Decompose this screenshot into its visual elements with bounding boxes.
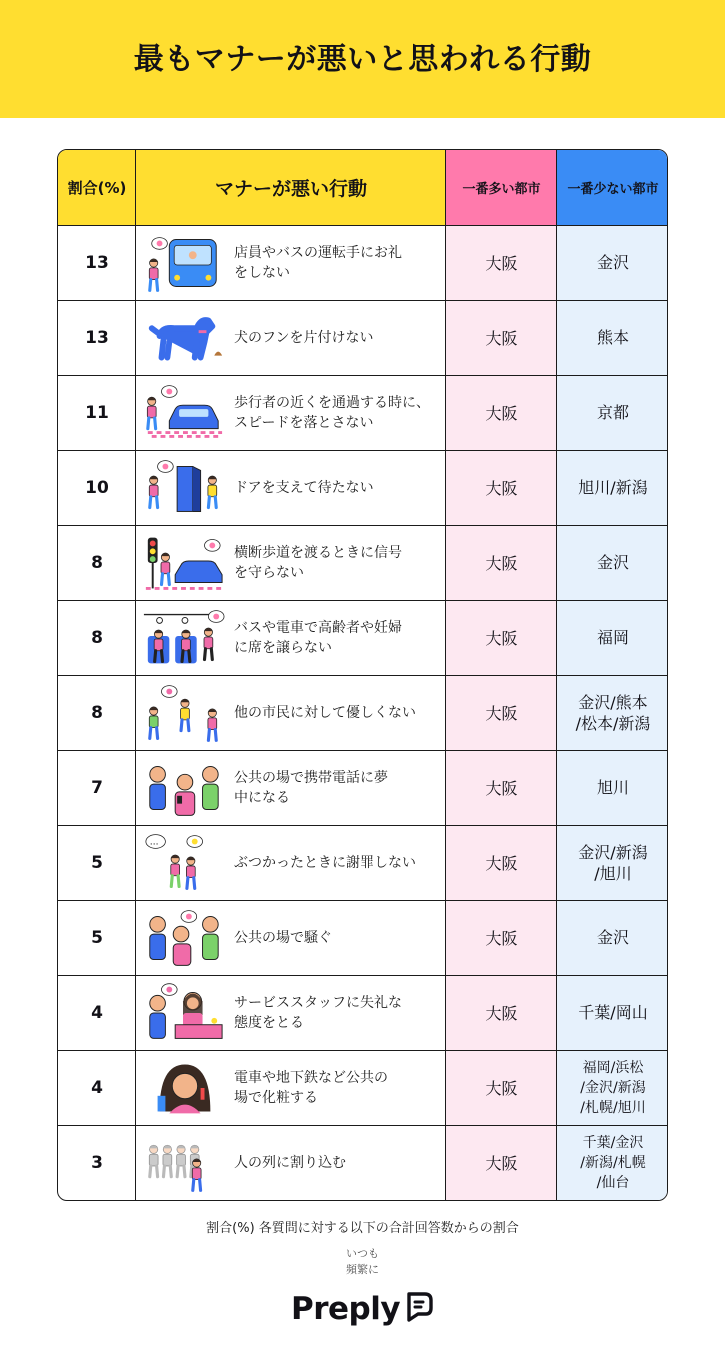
speeding-car-icon xyxy=(140,375,226,450)
table-row xyxy=(58,450,668,525)
behavior-cell: 公共の場で携帯電話に夢 中になる xyxy=(234,769,388,806)
table-row xyxy=(58,750,668,825)
behavior-cell: 歩行者の近くを通過する時に、 スピードを落とさない xyxy=(234,394,430,431)
behavior-cell: 横断歩道を渡るときに信号 を守らない xyxy=(234,544,402,581)
row-divider xyxy=(58,900,667,901)
most-city-cell: 大阪 xyxy=(485,629,518,648)
bus-driver-icon xyxy=(140,225,226,300)
svg-text:…: … xyxy=(149,836,159,847)
traffic-light-icon xyxy=(140,525,226,600)
behavior-cell: バスや電車で高齢者や妊婦 に席を譲らない xyxy=(234,619,402,656)
row-divider xyxy=(58,225,667,226)
table-row xyxy=(58,525,668,600)
behavior-cell: ドアを支えて待たない xyxy=(234,479,374,496)
row-divider xyxy=(58,750,667,751)
most-city-cell: 大阪 xyxy=(485,1154,518,1173)
rate-cell: 3 xyxy=(91,1152,103,1173)
most-city-cell: 大阪 xyxy=(485,779,518,798)
header-most-city: 一番多い都市 xyxy=(446,150,557,225)
phone-user-icon xyxy=(140,750,226,825)
rate-cell: 5 xyxy=(91,927,103,948)
table-row xyxy=(58,600,668,675)
table-row xyxy=(58,900,668,975)
rate-cell: 13 xyxy=(85,327,109,348)
least-city-cell: 福岡 xyxy=(596,628,629,647)
rate-cell: 4 xyxy=(91,1077,103,1098)
behavior-cell: 店員やバスの運転手にお礼 をしない xyxy=(234,244,402,281)
preply-logo-icon xyxy=(404,1290,434,1328)
footnote-item: 頻繁に xyxy=(346,1263,379,1276)
brand-logo xyxy=(0,1290,725,1328)
least-city-cell: 千葉/岡山 xyxy=(578,1003,648,1022)
least-city-cell: 千葉/金沢 /新潟/札幌 /仙台 xyxy=(580,1134,646,1191)
page-title: 最もマナーが悪いと思われる行動 xyxy=(133,42,592,77)
most-city-cell: 大阪 xyxy=(485,479,518,498)
most-city-cell: 大阪 xyxy=(485,554,518,573)
door-icon xyxy=(140,450,226,525)
row-divider xyxy=(58,675,667,676)
behavior-cell: 犬のフンを片付けない xyxy=(234,329,374,346)
footnote-item: いつも xyxy=(346,1247,379,1260)
header-least-city: 一番少ない都市 xyxy=(557,150,668,225)
noisy-people-icon xyxy=(140,900,226,975)
rate-cell: 8 xyxy=(91,552,103,573)
table-row xyxy=(58,675,668,750)
row-divider xyxy=(58,1125,667,1126)
makeup-icon xyxy=(140,1050,226,1125)
row-divider xyxy=(58,1050,667,1051)
header-banner xyxy=(0,0,725,118)
table-row xyxy=(58,975,668,1050)
rude-customer-icon xyxy=(140,975,226,1050)
queue-cut-icon xyxy=(140,1125,226,1200)
least-city-cell: 熊本 xyxy=(596,328,629,347)
behavior-cell: 他の市民に対して優しくない xyxy=(234,704,416,721)
most-city-cell: 大阪 xyxy=(485,929,518,948)
most-city-cell: 大阪 xyxy=(485,254,518,273)
most-city-cell: 大阪 xyxy=(485,1004,518,1023)
rate-cell: 7 xyxy=(91,777,103,798)
most-city-cell: 大阪 xyxy=(485,704,518,723)
table-row xyxy=(58,1050,668,1125)
table-row xyxy=(58,300,668,375)
least-city-cell: 金沢 xyxy=(596,253,629,272)
most-city-cell: 大阪 xyxy=(485,854,518,873)
table-row xyxy=(58,825,668,900)
least-city-cell: 京都 xyxy=(596,403,629,422)
row-divider xyxy=(58,525,667,526)
most-city-cell: 大阪 xyxy=(485,329,518,348)
row-divider xyxy=(58,975,667,976)
behavior-cell: 人の列に割り込む xyxy=(234,1154,346,1171)
most-city-cell: 大阪 xyxy=(485,1079,518,1098)
rate-cell: 11 xyxy=(85,402,109,423)
table-row xyxy=(58,225,668,300)
least-city-cell: 旭川/新潟 xyxy=(578,478,648,497)
train-seat-icon xyxy=(140,600,226,675)
dog-icon xyxy=(140,300,226,375)
rate-cell: 5 xyxy=(91,852,103,873)
rate-cell: 8 xyxy=(91,702,103,723)
rate-cell: 8 xyxy=(91,627,103,648)
least-city-cell: 福岡/浜松 /金沢/新潟 /札幌/旭川 xyxy=(580,1059,646,1116)
row-divider xyxy=(58,300,667,301)
rate-cell: 4 xyxy=(91,1002,103,1023)
row-divider xyxy=(58,375,667,376)
footnote: 割合(%) 各質問に対する以下の合計回答数からの割合 xyxy=(206,1221,519,1236)
header-behavior: マナーが悪い行動 xyxy=(136,150,446,225)
rate-cell: 10 xyxy=(85,477,109,498)
behavior-cell: ぶつかったときに謝罪しない xyxy=(234,854,416,871)
least-city-cell: 金沢 xyxy=(596,928,629,947)
least-city-cell: 金沢 xyxy=(596,553,629,572)
row-divider xyxy=(58,600,667,601)
rate-cell: 13 xyxy=(85,252,109,273)
row-divider xyxy=(58,825,667,826)
unkind-people-icon xyxy=(140,675,226,750)
least-city-cell: 金沢/新潟 /旭川 xyxy=(578,842,648,883)
behavior-cell: 公共の場で騒ぐ xyxy=(234,929,332,946)
most-city-cell: 大阪 xyxy=(485,404,518,423)
bump-icon xyxy=(140,825,226,900)
table-row xyxy=(58,1125,668,1200)
behavior-cell: サービススタッフに失礼な 態度をとる xyxy=(234,994,402,1031)
table-row xyxy=(58,375,668,450)
manners-table xyxy=(57,149,668,1201)
least-city-cell: 旭川 xyxy=(596,778,629,797)
brand-name: Preply xyxy=(290,1291,401,1327)
behavior-cell: 電車や地下鉄など公共の 場で化粧する xyxy=(234,1069,388,1106)
header-rate: 割合(%) xyxy=(58,150,136,225)
row-divider xyxy=(58,450,667,451)
least-city-cell: 金沢/熊本 /松本/新潟 xyxy=(575,692,651,733)
